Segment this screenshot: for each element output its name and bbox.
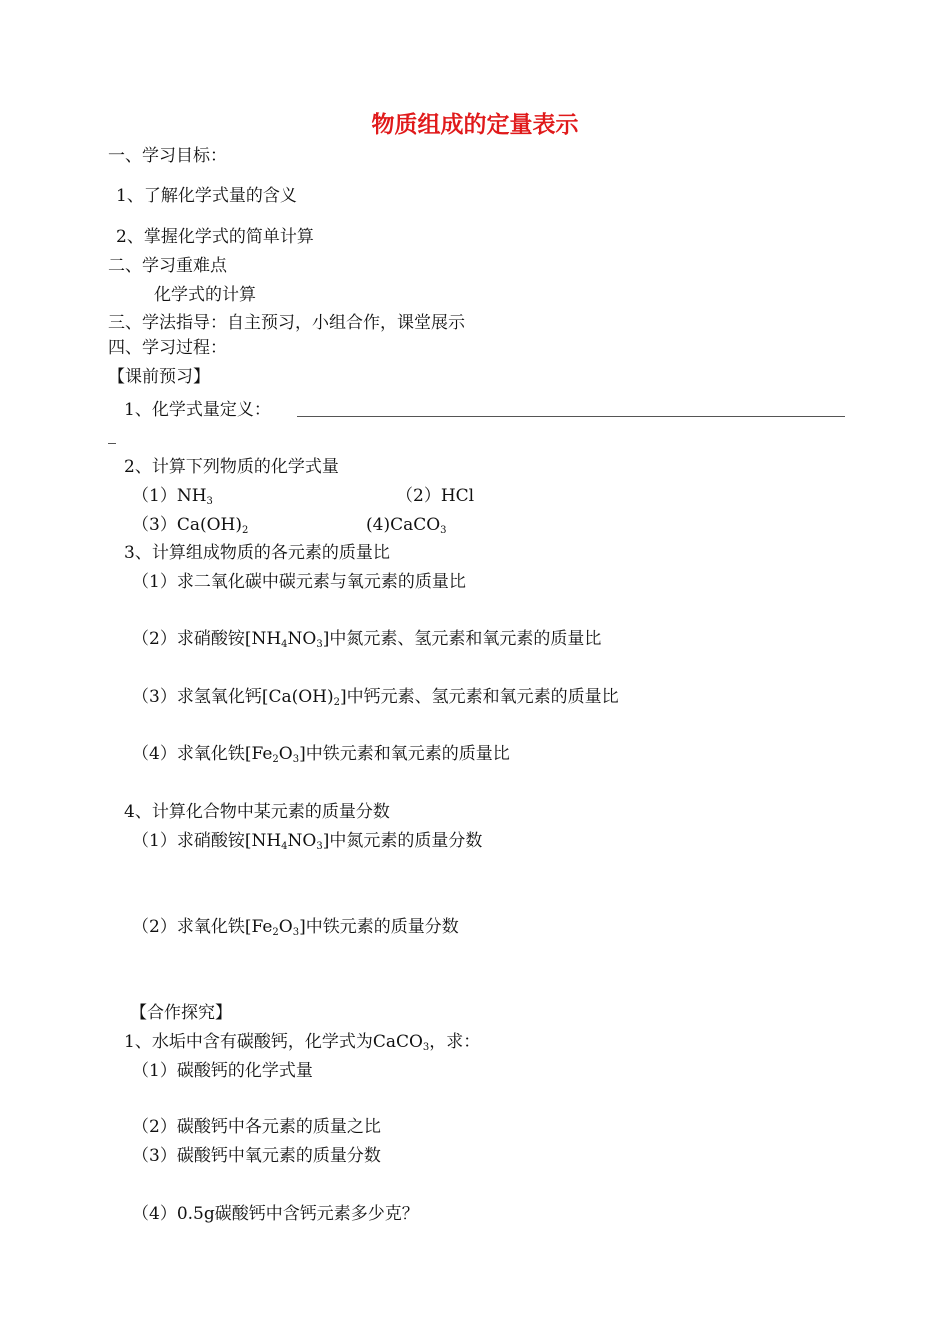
key-point-text: 化学式的计算 xyxy=(154,285,256,305)
question-mass-ratio: 3、计算组成物质的各元素的质量比 xyxy=(124,543,390,563)
preview-heading: 【课前预习】 xyxy=(108,367,210,387)
page-title: 物质组成的定量表示 xyxy=(371,111,579,138)
scale-question-3: （3）碳酸钙中氧元素的质量分数 xyxy=(132,1146,381,1166)
mass-ratio-3: （3）求氢氧化钙$[Ca(OH)_2]$中钙元素、氢元素和氧元素的质量比 xyxy=(132,687,619,708)
mass-ratio-1: （1）求二氧化碳中碳元素与氧元素的质量比 xyxy=(132,572,466,592)
section-key-points-heading: 二、学习重难点 xyxy=(108,256,227,276)
section-process-heading: 四、学习过程： xyxy=(108,338,227,358)
scale-question: 1、水垢中含有碳酸钙，化学式为CaCO$_3$，求： xyxy=(124,1032,481,1053)
section-objectives-heading: 一、学习目标： xyxy=(108,146,227,166)
mass-ratio-2: （2）求硝酸铵$[NH_4NO_3]$中氮元素、氢元素和氧元素的质量比 xyxy=(132,629,602,650)
scale-question-4: （4）0.5g碳酸钙中含钙元素多少克？ xyxy=(132,1204,419,1224)
item-hcl: （2）HCl xyxy=(396,486,475,506)
question-formula-mass: 2、计算下列物质的化学式量 xyxy=(124,457,339,477)
scale-question-1: （1）碳酸钙的化学式量 xyxy=(132,1061,313,1081)
answer-line-continuation xyxy=(108,443,116,444)
mass-ratio-4: （4）求氧化铁$[Fe_2O_3]$中铁元素和氧元素的质量比 xyxy=(132,744,510,765)
objective-1: 1、了解化学式量的含义 xyxy=(116,186,297,206)
mass-fraction-1: （1）求硝酸铵$[NH_4NO_3]$中氮元素的质量分数 xyxy=(132,831,483,852)
objective-2: 2、掌握化学式的简单计算 xyxy=(116,227,314,247)
section-method-heading: 三、学法指导：自主预习，小组合作，课堂展示 xyxy=(108,313,465,333)
item-caco3: (4)CaCO$_3$ xyxy=(366,515,447,536)
formula-mass-definition-label: 1、化学式量定义： xyxy=(124,400,271,420)
scale-question-2: （2）碳酸钙中各元素的质量之比 xyxy=(132,1117,381,1137)
item-caoh2: $(3)Ca(OH)_2$ xyxy=(132,515,249,536)
question-mass-fraction: 4、计算化合物中某元素的质量分数 xyxy=(124,802,390,822)
mass-fraction-2: （2）求氧化铁$[Fe_2O_3]$中铁元素的质量分数 xyxy=(132,917,459,938)
item-nh3: $(1)NH_3$ xyxy=(132,486,213,507)
definition-answer-line xyxy=(297,416,845,417)
cooperation-heading: 【合作探究】 xyxy=(130,1003,232,1023)
